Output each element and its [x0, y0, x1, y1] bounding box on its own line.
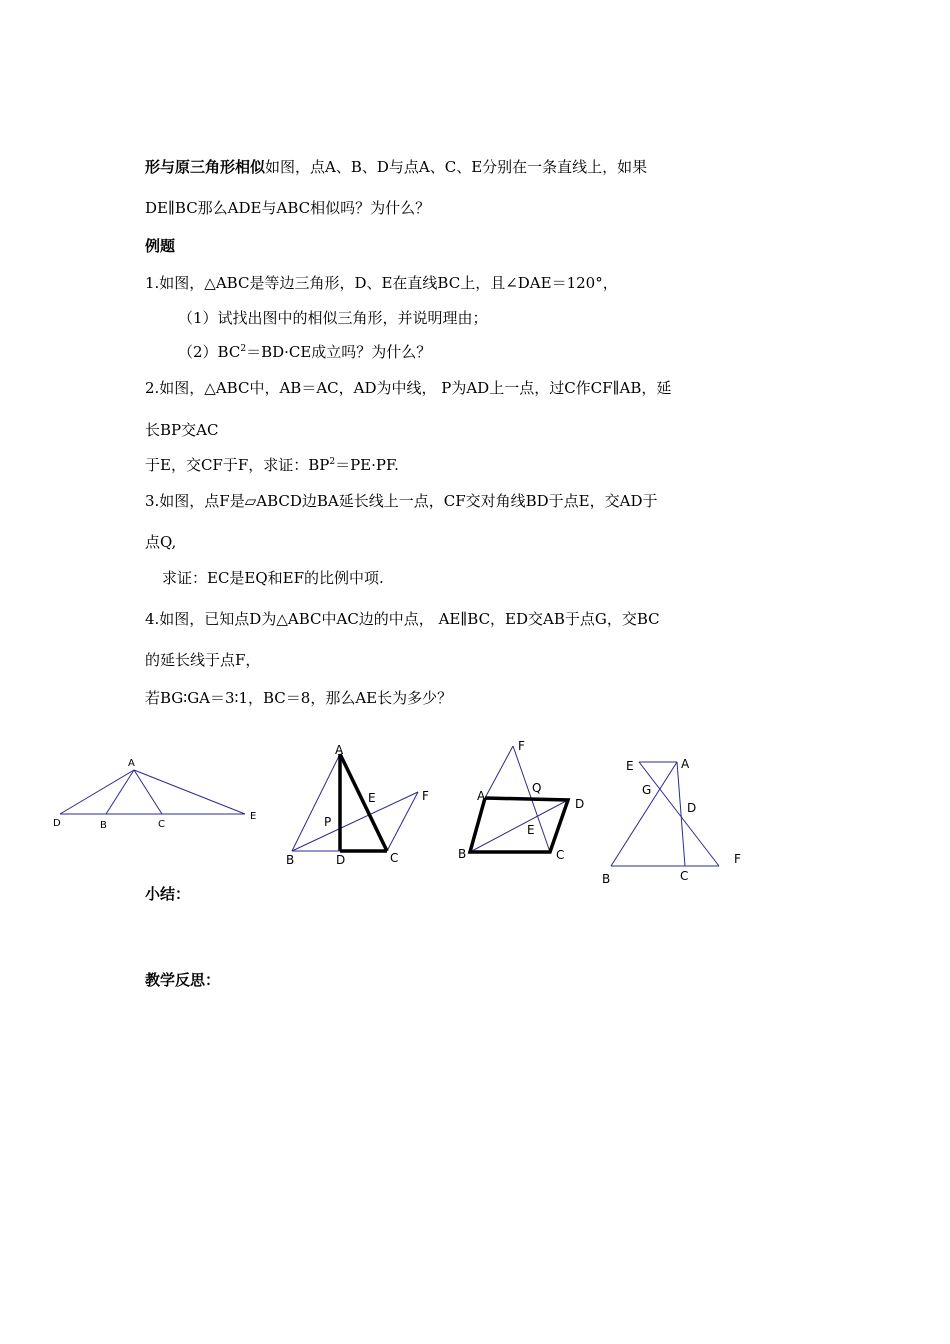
problem2-line-3: [145, 455, 399, 475]
problem1-stem: 1.如图，△ABC是等边三角形，D、E在直线BC上，且∠DAE＝120°，: [145, 274, 618, 292]
fig3-label-A: A: [477, 789, 486, 803]
problem4-line-2: 的延长线于点F，: [145, 651, 261, 669]
problem1-part2-sup: 2: [240, 344, 247, 354]
fig2-label-F: F: [422, 789, 429, 803]
fig4-label-E: E: [626, 759, 634, 773]
problem1-part2-post: ＝BD·CE成立吗？为什么？: [246, 343, 432, 361]
problem3-line-1: 3.如图，点F是▱ABCD边BA延长线上一点，CF交对角线BD于点E，交AD于: [145, 492, 658, 510]
intro-bold-lead: 形与原三角形相似: [145, 158, 266, 176]
fig2-label-A: A: [335, 743, 344, 757]
problem1-part2-pre: （2）BC: [178, 343, 241, 361]
fig4-label-G: G: [642, 783, 652, 797]
examples-heading: 例题: [145, 237, 176, 255]
fig3-label-B: B: [458, 847, 467, 861]
problem1-part2: [178, 342, 431, 362]
fig4-segment-AB: [611, 762, 677, 866]
fig3-label-E: E: [527, 823, 535, 837]
fig3-segment-FB: [485, 746, 513, 798]
problem3-line-2: 点Q,: [145, 533, 177, 551]
figure-3: [455, 738, 615, 868]
problem4-line-1: 4.如图，已知点D为△ABC中AC边的中点， AE∥BC，ED交AB于点G，交BC: [145, 610, 660, 628]
fig1-label-B: B: [100, 820, 107, 831]
fig3-label-C: C: [556, 848, 565, 862]
fig1-label-D: D: [53, 818, 61, 829]
fig4-label-C: C: [680, 869, 689, 883]
intro-line1-text: 如图，点A、B、D与点A、C、E分别在一条直线上，如果: [265, 158, 648, 176]
fig4-segment-AC: [677, 762, 685, 866]
problem3-line-3: 求证：EC是EQ和EF的比例中项.: [162, 569, 384, 587]
fig2-label-D: D: [336, 853, 346, 867]
figure-4: [598, 752, 748, 886]
fig2-segment-AB: [292, 754, 340, 851]
fig1-label-A: A: [128, 758, 135, 769]
problem2-line3-pre: 于E，交CF于F，求证：BP: [145, 456, 330, 474]
fig4-label-F: F: [734, 852, 741, 866]
fig1-segment-AB: [106, 770, 134, 814]
fig4-label-A: A: [681, 757, 690, 771]
fig4-label-B: B: [602, 872, 611, 886]
fig2-label-P: P: [324, 815, 332, 829]
fig1-label-C: C: [158, 819, 165, 830]
fig2-segment-BF: [292, 792, 418, 851]
fig2-label-C: C: [390, 851, 399, 865]
fig4-label-D: D: [687, 801, 697, 815]
figure-1: [50, 752, 270, 832]
fig1-segment-AE: [134, 770, 245, 814]
problem2-line-2: 长BP交AC: [145, 421, 219, 439]
fig2-segment-CF: [387, 792, 418, 851]
problem2-line3-post: ＝PE·PF.: [335, 456, 399, 474]
problem2-line-1: 2.如图，△ABC中，AB＝AC，AD为中线， P为AD上一点，过C作CF∥AB，延: [145, 379, 672, 397]
intro-line-1: [145, 157, 647, 177]
problem2-line3-sup: 2: [329, 457, 336, 467]
problem4-line-3: 若BG∶GA＝3∶1，BC＝8，那么AE长为多少？: [145, 689, 453, 707]
fig1-label-E: E: [250, 811, 257, 822]
fig3-label-F: F: [518, 739, 525, 753]
fig2-label-B: B: [286, 853, 295, 867]
intro-line-2: DE∥BC那么ADE与ABC相似吗？为什么？: [145, 199, 431, 217]
problem1-part1: （1）试找出图中的相似三角形，并说明理由；: [178, 309, 488, 327]
fig1-segment-AD: [60, 770, 134, 814]
fig1-segment-AC: [134, 770, 162, 814]
fig2-label-E: E: [368, 791, 376, 805]
fig4-segment-EF: [639, 762, 719, 866]
fig2-segment-AC: [340, 754, 387, 851]
reflection-label: 教学反思：: [145, 971, 221, 989]
fig3-label-D: D: [575, 797, 585, 811]
figure-2: [282, 740, 442, 870]
summary-label: 小结：: [145, 885, 191, 903]
fig3-label-Q: Q: [532, 781, 542, 795]
